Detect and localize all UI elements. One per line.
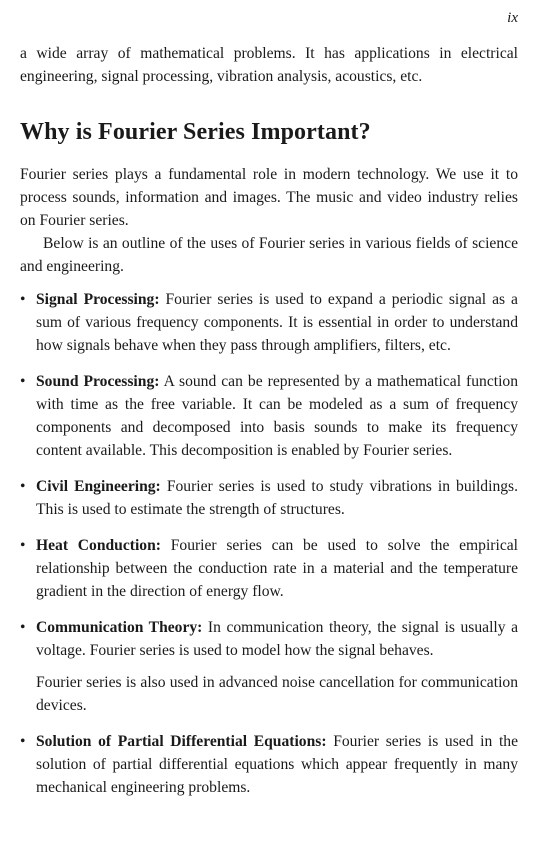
uses-list: [20, 288, 518, 812]
list-item-term: Solution of Partial Differential Equations:: [36, 733, 327, 750]
list-item-term: Communication Theory:: [36, 619, 203, 636]
bullet-icon: •: [20, 619, 26, 636]
section-heading: Why is Fourier Series Important?: [20, 119, 371, 145]
body-paragraph-2: Below is an outline of the uses of Fourier series in various fields of science and engineering.: [20, 235, 518, 275]
bullet-icon: •: [20, 478, 26, 495]
list-item-heat-conduction: [20, 534, 518, 603]
list-item-text: A sound can be represented by a mathematical function with time as the free variable. It can be modeled as a sum of frequency components and decomposed into basis sounds to make its frequency content available. This decomposition is enabled by Fourier series.: [36, 373, 518, 459]
bullet-icon: •: [20, 373, 26, 390]
list-item-extra-text: Fourier series is also used in advanced noise cancellation for communication devices.: [36, 674, 518, 714]
bullet-icon: •: [20, 291, 26, 308]
bullet-icon: •: [20, 537, 26, 554]
list-item-text: Fourier series is used in the solution of partial differential equations which appear frequently in many mechanical engineering problems.: [36, 733, 518, 796]
list-item-term: Heat Conduction:: [36, 537, 161, 554]
list-item-term: Sound Processing:: [36, 373, 160, 390]
list-item-term: Civil Engineering:: [36, 478, 161, 495]
list-item-signal-processing: [20, 288, 518, 357]
intro-paragraph: a wide array of mathematical problems. It has applications in electrical engineering, signal processing, vibration analysis, acoustics, etc.: [20, 45, 518, 85]
list-item-civil-engineering: [20, 475, 518, 521]
list-item-communication-theory: [20, 616, 518, 717]
body-paragraph-1: Fourier series plays a fundamental role in modern technology. We use it to process sounds, information and images. The music and video industry relies on Fourier series.: [20, 166, 518, 229]
list-item-text: Fourier series is used to study vibrations in buildings. This is used to estimate the strength of structures.: [36, 478, 518, 518]
list-item-text: In communication theory, the signal is usually a voltage. Fourier series is used to model how the signal behaves.: [36, 619, 519, 659]
list-item-text: Fourier series is used to expand a periodic signal as a sum of various frequency components. It is essential in order to understand how signals behave when they pass through amplifiers, filters, etc.: [36, 291, 518, 354]
list-item-term: Signal Processing:: [36, 291, 160, 308]
list-item-partial-differential-equations: [20, 730, 518, 799]
list-item-sound-processing: [20, 370, 518, 462]
page-number: ix: [507, 10, 518, 26]
list-item-text: Fourier series can be used to solve the empirical relationship between the conduction rate in a material and the temperature gradient in the direction of energy flow.: [36, 537, 518, 600]
bullet-icon: •: [20, 733, 26, 750]
